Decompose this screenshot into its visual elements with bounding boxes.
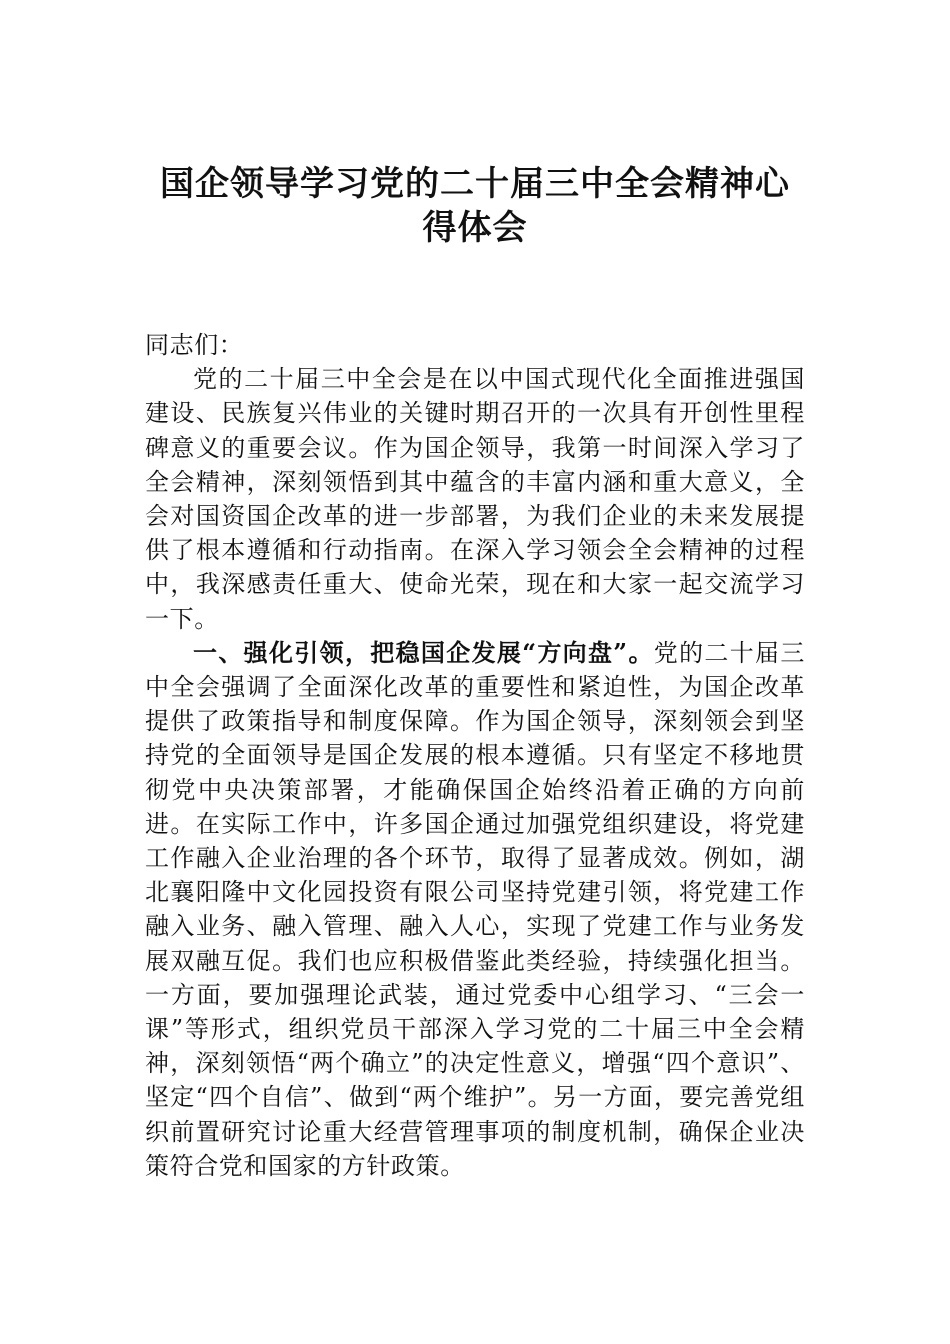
section-1-text: 党的二十届三中全会强调了全面深化改革的重要性和紧迫性，为国企改革提供了政策指导和制度保障。作为国企领导，深刻领会到坚持党的全面领导是国企发展的根本遵循。只有坚定不移地贯彻党中央决策部署，才能确保国企始终沿着正确的方向前进。在实际工作中，许多国企通过加强党组织建设，将党建工作融入企业治理的各个环节，取得了显著成效。例如，湖北襄阳隆中文化园投资有限公司坚持党建引领，将党建工作融入业务、融入管理、融入人心，实现了党建工作与业务发展双融互促。我们也应积极借鉴此类经验，持续强化担当。一方面，要加强理论武装，通过党委中心组学习、“三会一课”等形式，组织党员干部深入学习党的二十届三中全会精神，深刻领悟“两个确立”的决定性意义，增强“四个意识”、坚定“四个自信”、做到“两个维护”。另一方面，要完善党组织前置研究讨论重大经营管理事项的制度机制，确保企业决策符合党和国家的方针政策。 — [145, 638, 805, 1180]
paragraph-intro — [145, 362, 805, 636]
paragraph-intro-text: 党的二十届三中全会是在以中国式现代化全面推进强国建设、民族复兴伟业的关键时期召开的一次具有开创性里程碑意义的重要会议。作为国企领导，我第一时间深入学习了全会精神，深刻领悟到其中蕴含的丰富内涵和重大意义，全会对国资国企改革的进一步部署，为我们企业的未来发展提供了根本遵循和行动指南。在深入学习领会全会精神的过程中，我深感责任重大、使命光荣，现在和大家一起交流学习一下。 — [145, 365, 805, 633]
salutation: 同志们： — [145, 331, 244, 359]
paragraph-section-1 — [145, 636, 805, 1183]
section-1-heading: 一、强化引领，把稳国企发展“方向盘”。 — [193, 637, 654, 667]
document-title-line-1: 国企领导学习党的二十届三中全会精神心 — [160, 164, 790, 204]
document-title-line-2: 得体会 — [422, 208, 528, 248]
document-body — [145, 328, 805, 1183]
